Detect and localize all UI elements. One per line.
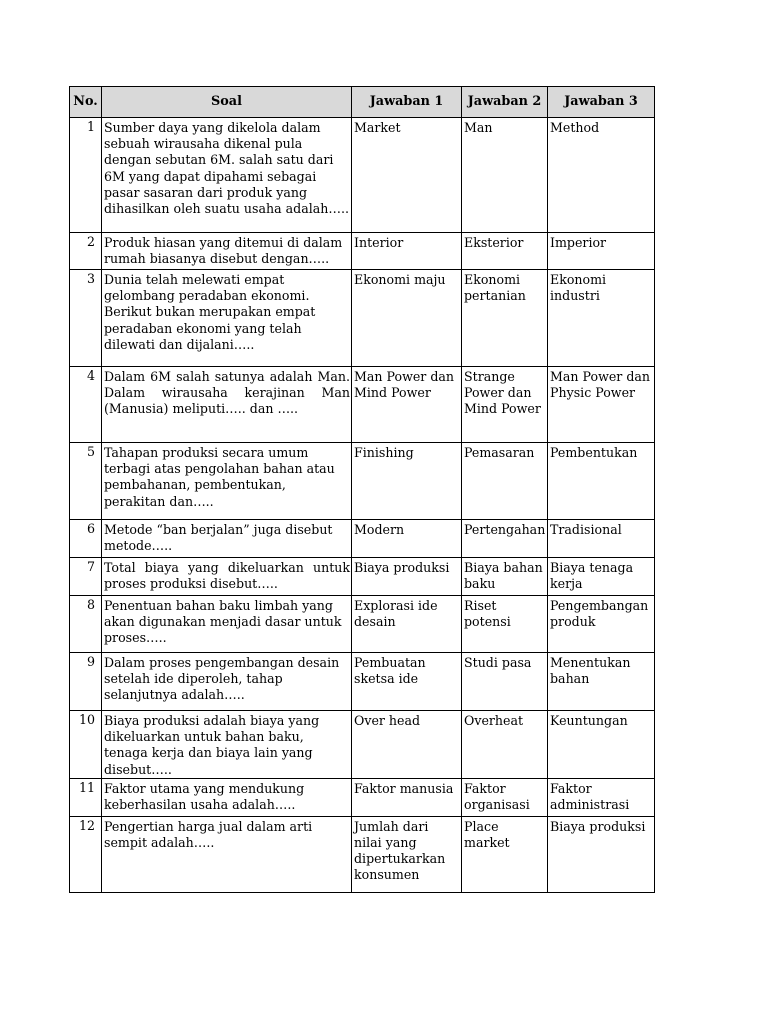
answer-3-cell [548,367,655,443]
answer-2-text: Ekonomi pertanian [464,272,526,304]
question-text: Produk hiasan yang ditemui di dalam rumah biasanya disebut dengan….. [104,235,343,267]
answer-1-text: Interior [354,235,404,250]
answer-1-cell [352,711,462,779]
table-row [70,443,655,520]
answer-1-text: Modern [354,522,405,537]
question-cell [102,558,352,596]
answer-2-text: Faktor organisasi [464,780,530,813]
answer-1-cell [352,233,462,270]
row-number: 8 [86,597,95,612]
row-number: 4 [86,368,95,383]
answer-2-cell [462,233,548,270]
answer-2-cell [462,520,548,558]
question-cell [102,653,352,711]
question-text: Dunia telah melewati empat gelombang peradaban ekonomi. Berikut bukan merupakan empat peradaban ekonomi yang telah dilewati dan dijalani….. [104,272,316,352]
table-row [70,367,655,443]
answer-3-text: Tradisional [550,522,622,537]
answer-1-text: Faktor manusia [354,780,454,796]
table-row [70,816,655,892]
row-number-cell [70,816,102,892]
header-jawaban-2: Jawaban 2 [462,87,548,118]
table-row [70,270,655,367]
answer-3-cell [548,558,655,596]
answer-2-cell [462,367,548,443]
answer-2-cell [462,270,548,367]
row-number-cell [70,520,102,558]
row-number: 11 [78,779,95,795]
row-number-cell [70,118,102,233]
question-cell [102,778,352,816]
answer-2-text: Eksterior [464,235,524,250]
answer-2-cell [462,118,548,233]
answer-1-text: Jumlah dari nilai yang dipertukarkan konsumen [354,818,446,883]
row-number: 6 [86,521,95,536]
question-cell [102,118,352,233]
answer-3-cell [548,778,655,816]
header-soal: Soal [102,87,352,118]
question-cell [102,520,352,558]
answer-2-cell [462,778,548,816]
header-jawaban-1: Jawaban 1 [352,87,462,118]
question-text: Total biaya yang dikeluarkan untuk proses produksi disebut….. [104,560,350,592]
table-row [70,653,655,711]
question-text: Tahapan produksi secara umum terbagi atas pengolahan bahan atau pembahanan, pembentukan, perakitan dan….. [104,445,335,509]
answer-2-text: Man [464,120,493,135]
question-text: Biaya produksi adalah biaya yang dikeluarkan untuk bahan baku, tenaga kerja dan biaya lain yang disebut….. [104,713,320,777]
table-row [70,118,655,233]
question-cell [102,233,352,270]
answer-3-cell [548,233,655,270]
answer-2-cell [462,443,548,520]
answer-1-cell [352,270,462,367]
question-text: Faktor utama yang mendukung keberhasilan usaha adalah….. [104,780,305,813]
answer-3-text: Pengembangan produk [550,598,649,630]
question-text: Sumber daya yang dikelola dalam sebuah wirausaha dikenal pula dengan sebutan 6M. salah satu dari 6M yang dapat dipahami sebagai pasar sasaran dari produk yang dihasilkan oleh suatu usaha adalah….. [104,120,349,217]
row-number-cell [70,778,102,816]
answer-2-text: Studi pasa [464,655,532,670]
answer-2-text: Riset potensi [464,598,511,630]
question-text: Metode “ban berjalan” juga disebut metode….. [104,522,333,554]
answer-1-cell [352,558,462,596]
answer-3-text: Ekonomi industri [550,272,607,304]
answer-1-cell [352,653,462,711]
question-cell [102,816,352,892]
answer-1-text: Finishing [354,445,414,460]
answer-3-cell [548,653,655,711]
row-number-cell [70,596,102,653]
answer-1-cell [352,367,462,443]
row-number: 7 [86,559,95,574]
answer-1-text: Biaya produksi [354,560,450,575]
answer-2-cell [462,711,548,779]
table-header [70,87,655,118]
answer-3-cell [548,816,655,892]
answer-3-text: Imperior [550,235,607,250]
row-number: 5 [86,444,95,459]
table-row [70,558,655,596]
row-number: 9 [86,654,95,669]
answer-2-text: Pemasaran [464,445,535,460]
answer-3-text: Pembentukan [550,445,638,460]
answer-1-cell [352,443,462,520]
answer-1-text: Ekonomi maju [354,272,446,287]
table-row [70,778,655,816]
answer-3-cell [548,443,655,520]
header-row [70,87,655,118]
answer-3-cell [548,596,655,653]
answer-3-text: Keuntungan [550,713,628,728]
answer-1-text: Market [354,120,401,135]
row-number-cell [70,443,102,520]
row-number-cell [70,653,102,711]
row-number-cell [70,233,102,270]
question-cell [102,367,352,443]
row-number-cell [70,270,102,367]
table-row [70,711,655,779]
answer-1-text: Man Power dan Mind Power [354,369,454,401]
answer-3-cell [548,118,655,233]
row-number: 1 [86,119,95,134]
answer-3-cell [548,711,655,779]
answer-3-text: Biaya tenaga kerja [550,560,634,592]
answer-3-text: Man Power dan Physic Power [550,369,650,401]
header-no: No. [70,87,102,118]
question-text: Dalam proses pengembangan desain setelah ide diperoleh, tahap selanjutnya adalah….. [104,655,340,703]
row-number-cell [70,367,102,443]
table-row [70,596,655,653]
row-number-cell [70,558,102,596]
answer-3-text: Biaya produksi [550,818,646,834]
question-cell [102,270,352,367]
answer-1-cell [352,816,462,892]
answer-2-cell [462,816,548,892]
question-text: Pengertian harga jual dalam arti sempit adalah….. [104,818,313,851]
table-row [70,233,655,270]
header-jawaban-3: Jawaban 3 [548,87,655,118]
answer-2-text: Biaya bahan baku [464,560,543,592]
answer-3-text: Method [550,120,600,135]
answer-1-cell [352,778,462,816]
answer-1-cell [352,118,462,233]
question-cell [102,443,352,520]
answer-2-text: Strange Power dan Mind Power [464,369,541,417]
answer-2-cell [462,653,548,711]
row-number: 2 [86,234,95,249]
answer-2-text: Place market [464,818,510,851]
answer-2-cell [462,596,548,653]
row-number: 12 [78,817,95,833]
answer-3-text: Menentukan bahan [550,655,631,687]
answer-2-cell [462,558,548,596]
question-cell [102,711,352,779]
answer-2-text: Pertengahan [464,522,546,537]
question-text: Dalam 6M salah satunya adalah Man. Dalam wirausaha kerajinan Man (Manusia) meliputi….. dan ….. [104,369,350,417]
answer-1-text: Pembuatan sketsa ide [354,655,426,687]
answer-3-cell [548,520,655,558]
quiz-table [69,86,655,893]
row-number-cell [70,711,102,779]
answer-1-text: Over head [354,713,421,728]
table-row [70,520,655,558]
table-body [70,118,655,893]
question-cell [102,596,352,653]
answer-2-text: Overheat [464,713,524,728]
answer-3-cell [548,270,655,367]
answer-1-cell [352,596,462,653]
answer-3-text: Faktor administrasi [550,780,630,813]
question-text: Penentuan bahan baku limbah yang akan digunakan menjadi dasar untuk proses….. [104,598,342,646]
row-number: 3 [86,271,95,286]
answer-1-cell [352,520,462,558]
row-number: 10 [78,712,95,727]
answer-1-text: Explorasi ide desain [354,598,438,630]
